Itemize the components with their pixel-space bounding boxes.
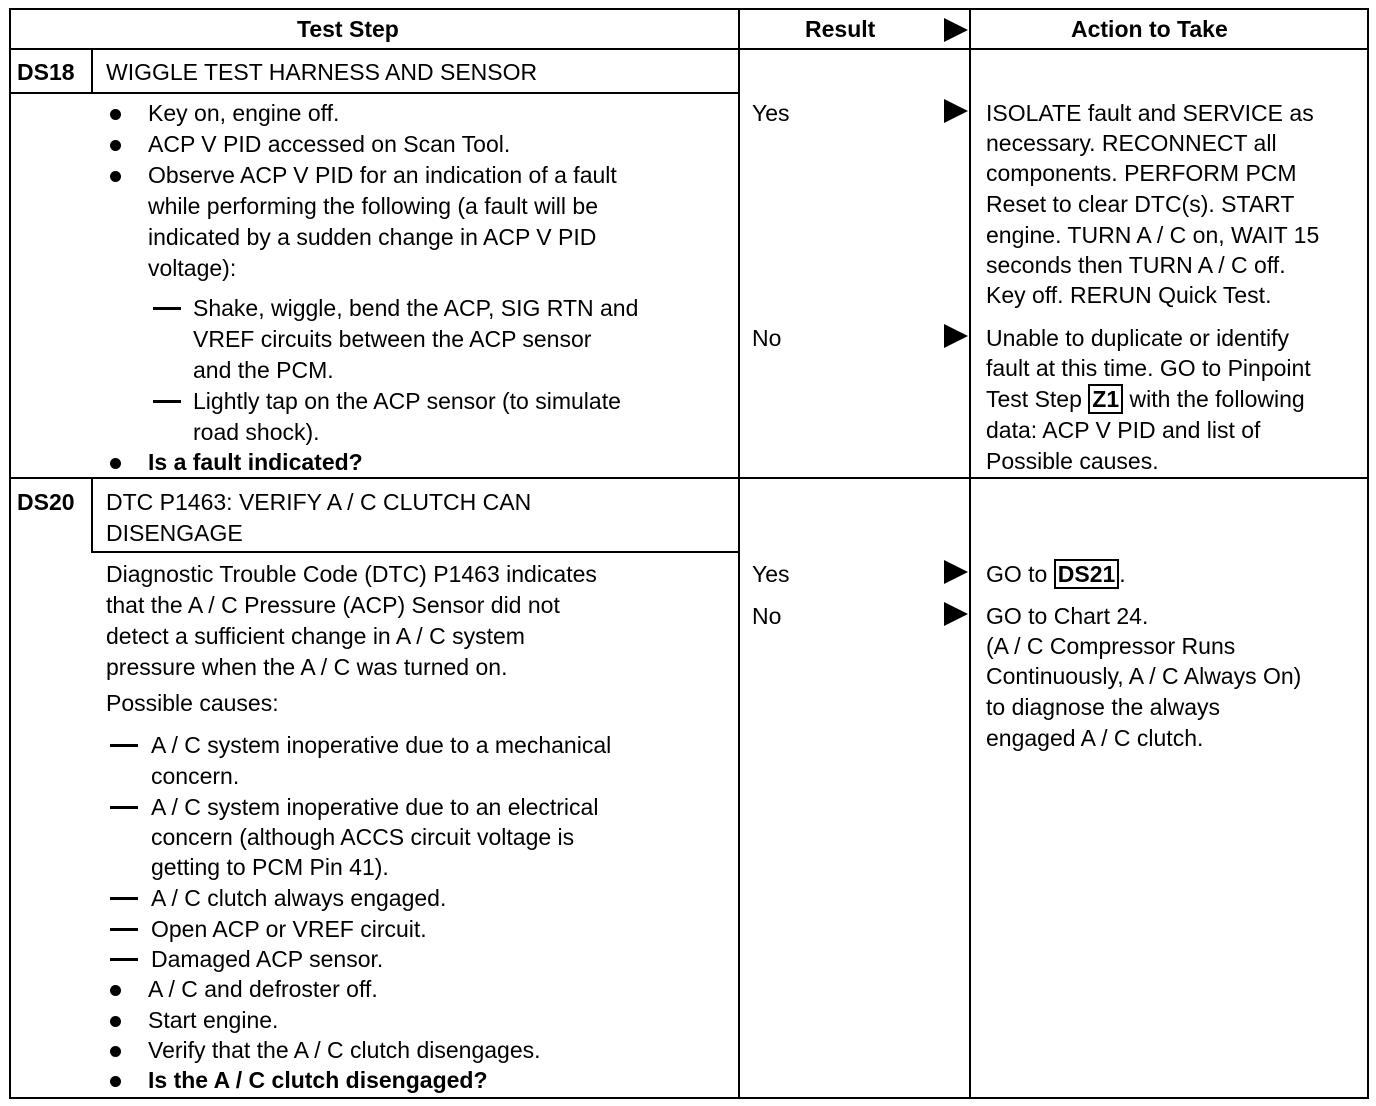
ds18-title: WIGGLE TEST HARNESS AND SENSOR [106, 59, 538, 85]
ds20-bullet: A / C and defroster off. [148, 976, 378, 1002]
ds18-action-yes: engine. TURN A / C on, WAIT 15 [986, 222, 1320, 248]
dash-icon [110, 928, 138, 931]
ds20-cause: A / C clutch always engaged. [151, 885, 447, 911]
arrow-icon [944, 560, 968, 584]
ds20-result-yes: Yes [752, 561, 790, 587]
ds20-action-no: engaged A / C clutch. [986, 725, 1204, 751]
ds18-bullet-cont: while performing the following (a fault will be [148, 193, 598, 219]
header-arrow-icon [944, 18, 968, 42]
ds18-result-no: No [752, 325, 782, 351]
bullet-icon [110, 458, 121, 469]
ds20-action-no: GO to Chart 24. [986, 603, 1149, 629]
ds18-question: Is a fault indicated? [148, 449, 363, 475]
dash-icon [110, 897, 138, 900]
ds18-title-rule [9, 92, 740, 94]
arrow-icon [944, 324, 968, 348]
ds20-action-yes-text: GO to [986, 561, 1048, 587]
header-rule [9, 48, 1369, 50]
ds18-action-yes: ISOLATE fault and SERVICE as [986, 100, 1314, 126]
ds20-action-no: Continuously, A / C Always On) [986, 663, 1302, 689]
ds18-action-no: data: ACP V PID and list of [986, 417, 1261, 443]
ds20-description: pressure when the A / C was turned on. [106, 654, 508, 680]
col-divider-2 [969, 8, 971, 1099]
ds18-action-yes: necessary. RECONNECT all [986, 130, 1277, 156]
bullet-icon [110, 171, 121, 182]
dash-icon [110, 958, 138, 961]
ds18-action-no: fault at this time. GO to Pinpoint [986, 355, 1311, 381]
ds18-bullet: ACP V PID accessed on Scan Tool. [148, 131, 511, 157]
bullet-icon [110, 1016, 121, 1027]
ds18-sub-item: Shake, wiggle, bend the ACP, SIG RTN and [193, 295, 639, 321]
outer-top [9, 8, 1369, 10]
bullet-icon [110, 1076, 121, 1087]
ds20-bullet: Start engine. [148, 1007, 279, 1033]
header-action: Action to Take [1071, 16, 1228, 42]
ds18-action-yes: components. PERFORM PCM [986, 160, 1297, 186]
dash-icon [110, 806, 138, 809]
ds18-bullet: Observe ACP V PID for an indication of a fault [148, 162, 617, 188]
ds18-id-divider [91, 50, 93, 94]
ds20-cause: Open ACP or VREF circuit. [151, 916, 427, 942]
header-test-step: Test Step [297, 16, 399, 42]
bullet-icon [110, 109, 121, 120]
ds20-result-no: No [752, 603, 782, 629]
step-ref-z1[interactable]: Z1 [1088, 384, 1123, 414]
ds20-cause: Damaged ACP sensor. [151, 946, 384, 972]
outer-right [1367, 8, 1369, 1099]
ds20-cause-cont: concern. [151, 763, 240, 789]
bullet-icon [110, 1046, 121, 1057]
ds20-action-no: to diagnose the always [986, 694, 1220, 720]
ds20-action-no: (A / C Compressor Runs [986, 633, 1236, 659]
outer-bottom [9, 1097, 1369, 1099]
ds18-bullet-cont: indicated by a sudden change in ACP V PID [148, 224, 597, 250]
ds20-cause: A / C system inoperative due to a mechanical [151, 732, 612, 758]
ds18-sub-item-cont: VREF circuits between the ACP sensor [193, 326, 592, 352]
arrow-icon [944, 602, 968, 626]
ds20-causes-label: Possible causes: [106, 690, 279, 716]
ds18-action-yes: Reset to clear DTC(s). START [986, 191, 1295, 217]
ds20-title: DTC P1463: VERIFY A / C CLUTCH CAN [106, 489, 532, 515]
ds20-question: Is the A / C clutch disengaged? [148, 1067, 488, 1093]
bullet-icon [110, 140, 121, 151]
ds18-action-no: Unable to duplicate or identify [986, 325, 1290, 351]
ds18-bullet-cont: voltage): [148, 255, 237, 281]
ds18-action-no-text: with the following [1129, 386, 1305, 412]
ds18-sub-item: Lightly tap on the ACP sensor (to simulate [193, 388, 621, 414]
ds20-cause-cont: getting to PCM Pin 41). [151, 854, 389, 880]
ds20-description: detect a sufficient change in A / C system [106, 623, 525, 649]
ds20-step-id: DS20 [17, 489, 75, 515]
ds20-action-yes [986, 559, 1126, 590]
dash-icon [153, 400, 181, 403]
ds18-action-yes: Key off. RERUN Quick Test. [986, 282, 1272, 308]
ds20-title-rule [91, 551, 740, 553]
dash-icon [153, 307, 181, 310]
ds18-bullet: Key on, engine off. [148, 100, 340, 126]
bullet-icon [110, 985, 121, 996]
header-result: Result [805, 16, 876, 42]
dash-icon [110, 744, 138, 747]
outer-left [9, 8, 11, 1099]
ds18-action-no-text: Test Step [986, 386, 1082, 412]
ds20-cause-cont: concern (although ACCS circuit voltage is [151, 824, 575, 850]
ds20-title-cont: DISENGAGE [106, 520, 243, 546]
ds20-action-yes-period: . [1119, 561, 1126, 587]
ds18-action-no: Possible causes. [986, 448, 1159, 474]
ds20-description: Diagnostic Trouble Code (DTC) P1463 indicates [106, 561, 597, 587]
ds18-action-no-line3 [986, 384, 1305, 415]
ds20-cause: A / C system inoperative due to an electrical [151, 794, 599, 820]
ds18-step-id: DS18 [17, 59, 75, 85]
ds18-result-yes: Yes [752, 100, 790, 126]
step-ref-ds21[interactable]: DS21 [1054, 559, 1120, 589]
col-divider-1 [738, 8, 740, 1099]
ds20-id-divider [91, 479, 93, 553]
ds20-bullet: Verify that the A / C clutch disengages. [148, 1037, 541, 1063]
arrow-icon [944, 99, 968, 123]
ds18-action-yes: seconds then TURN A / C off. [986, 252, 1286, 278]
ds18-sub-item-cont: and the PCM. [193, 357, 334, 383]
ds18-sub-item-cont: road shock). [193, 419, 320, 445]
ds20-description: that the A / C Pressure (ACP) Sensor did not [106, 592, 560, 618]
